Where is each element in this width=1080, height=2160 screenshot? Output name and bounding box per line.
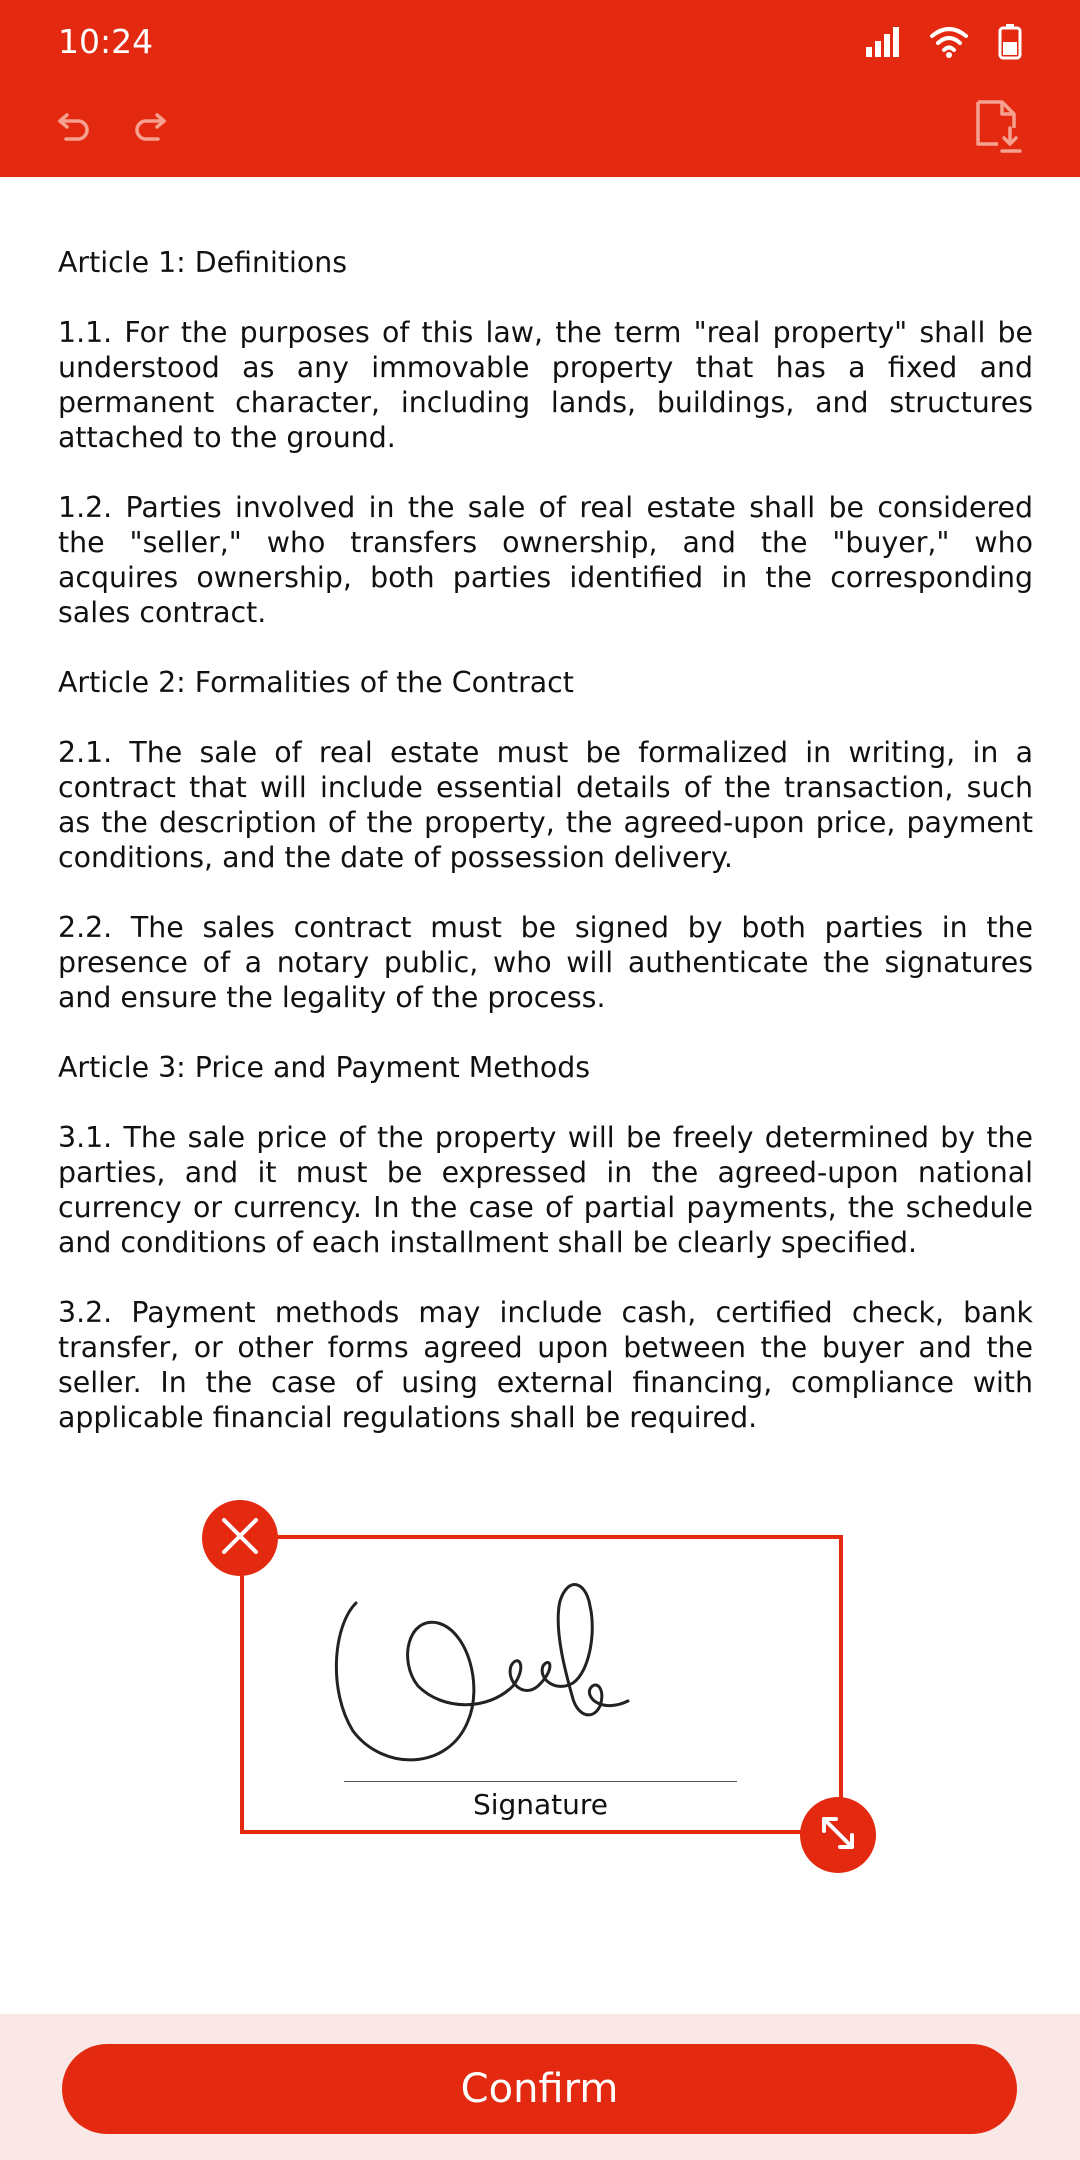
document-body (58, 245, 1033, 1470)
clause-2-2: 2.2. The sales contract must be signed by both parties in the presence of a notary public, who will authenticate the signatures and ensure the legality of the process. (58, 911, 1033, 1014)
article-1-heading: Article 1: Definitions (58, 246, 348, 279)
clause-1-2: 1.2. Parties involved in the sale of real estate shall be considered the "seller," who transfers ownership, and the "buyer," who acquires ownership, both parties identified in the corresponding sales contract. (58, 491, 1033, 629)
redo-icon (130, 106, 170, 150)
undo-button[interactable] (46, 100, 102, 156)
app-header (0, 0, 1080, 177)
signature-caption: Signature (472, 1788, 609, 1821)
remove-signature-button[interactable] (202, 1500, 278, 1576)
clause-2-1: 2.1. The sale of real estate must be formalized in writing, in a contract that will include essential details of the transaction, such as the description of the property, the agreed-upon price, payment conditions, and the date of possession delivery. (58, 736, 1033, 874)
resize-icon (816, 1811, 860, 1859)
handwritten-signature (328, 1571, 768, 1771)
article-3-heading: Article 3: Price and Payment Methods (58, 1051, 591, 1084)
status-icons (866, 20, 1022, 64)
article-2-heading: Article 2: Formalities of the Contract (58, 666, 574, 699)
status-time: 10:24 (58, 22, 154, 61)
clause-3-1: 3.1. The sale price of the property will be freely determined by the parties, and it must be expressed in the agreed-upon national currency or currency. In the case of partial payments, the schedule and conditions of each installment shall be clearly specified. (58, 1121, 1033, 1259)
wifi-icon (930, 26, 968, 58)
cellular-signal-icon (866, 27, 900, 57)
footer-bar (0, 2014, 1080, 2160)
resize-signature-handle[interactable] (800, 1797, 876, 1873)
download-button[interactable] (970, 100, 1026, 156)
file-download-icon (974, 98, 1022, 158)
clause-3-2: 3.2. Payment methods may include cash, certified check, bank transfer, or other forms agreed upon between the buyer and the seller. In the case of using external financing, compliance with applicable financial regulations shall be required. (58, 1296, 1033, 1434)
confirm-button[interactable]: Confirm (62, 2044, 1017, 2134)
signature-line (344, 1781, 737, 1782)
undo-icon (54, 106, 94, 150)
signature-box[interactable] (240, 1535, 843, 1834)
close-icon (218, 1514, 262, 1562)
clause-1-1: 1.1. For the purposes of this law, the term "real property" shall be understood as any immovable property that has a fixed and permanent character, including lands, buildings, and structures attached to the ground. (58, 316, 1033, 454)
redo-button[interactable] (122, 100, 178, 156)
battery-icon (998, 24, 1022, 60)
